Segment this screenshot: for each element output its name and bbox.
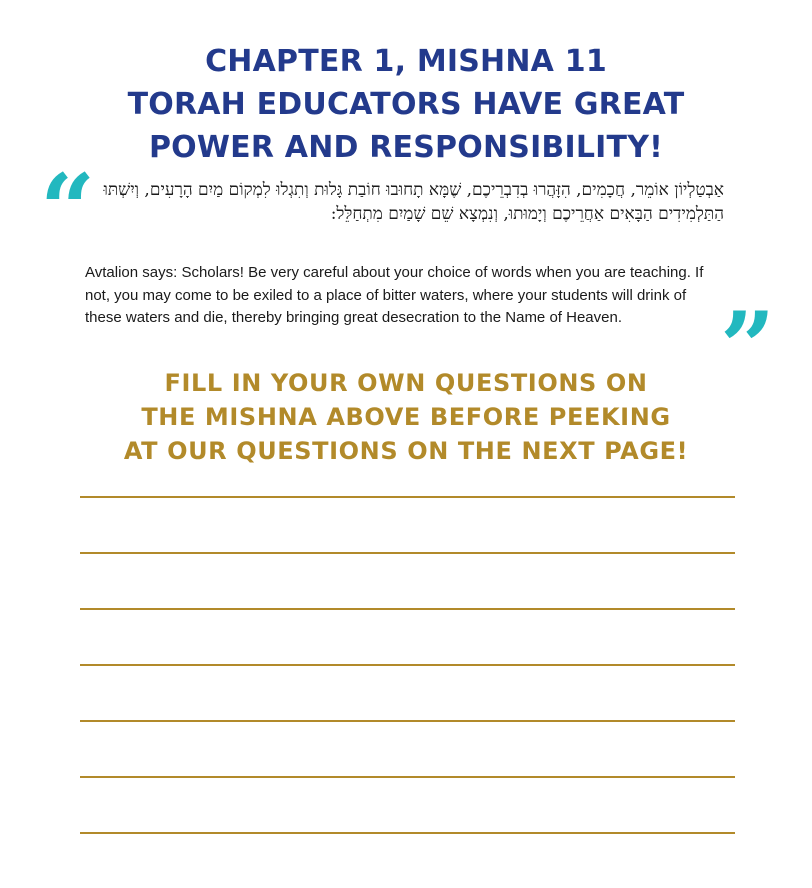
close-quote-icon: ” [720, 300, 776, 370]
hebrew-mishna-text: אַבְטַלְיוֹן אוֹמֵר, חֲכָמִים, הִזָּהֲרוּ בְדִבְרֵיכֶם, שֶׁמָּא תָחוּבוּ חוֹבַת גָּלוּת וְתִגְלוּ לִמְקוֹם מַיִם הָרָעִים, וְיִשְׁתּוּ הַתַּלְמִידִים הַבָּאִים אַחֲרֵיכֶם וְיָמוּתוּ, וְנִמְצָא שֵׁם שָׁמַיִם מִתְחַלֵּל: [103, 180, 724, 224]
answer-line[interactable] [80, 608, 735, 610]
instructions-line-1: FILL IN YOUR OWN QUESTIONS ON [164, 369, 648, 397]
answer-line[interactable] [80, 496, 735, 498]
answer-line[interactable] [80, 832, 735, 834]
answer-lines [80, 496, 735, 888]
title-line-2: TORAH EDUCATORS HAVE GREAT [127, 87, 685, 122]
instructions-line-2: THE MISHNA ABOVE BEFORE PEEKING [141, 403, 671, 431]
title-line-1: CHAPTER 1, MISHNA 11 [205, 44, 607, 79]
title-line-3: POWER AND RESPONSIBILITY! [148, 130, 664, 165]
instructions-heading [0, 366, 812, 468]
open-quote-icon: “ [40, 162, 96, 232]
english-translation: Avtalion says: Scholars! Be very careful about your choice of words when you are teaching. If not, you may come to be exiled to a place of bitter waters, where your students will drink of these waters and die, thereby bringing great desecration to the Name of Heaven. [85, 264, 704, 326]
answer-line[interactable] [80, 552, 735, 554]
answer-line[interactable] [80, 664, 735, 666]
instructions-line-3: AT OUR QUESTIONS ON THE NEXT PAGE! [123, 437, 689, 465]
answer-line[interactable] [80, 720, 735, 722]
page-title [0, 40, 812, 169]
answer-line[interactable] [80, 776, 735, 778]
